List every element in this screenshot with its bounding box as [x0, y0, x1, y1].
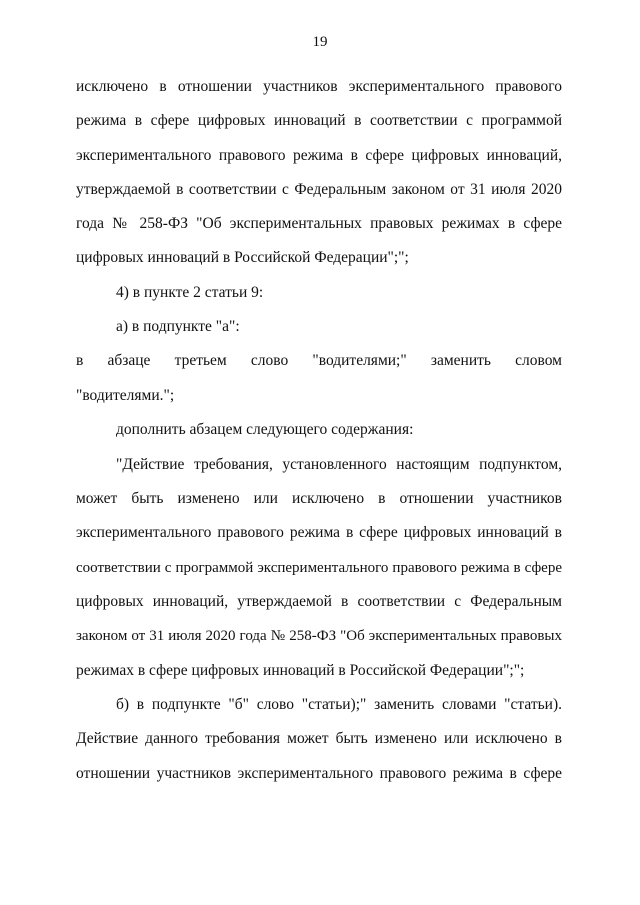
text-line: цифровых инноваций в Российской Федерации";"; — [76, 249, 409, 266]
text-line: экспериментального правового режима в сфере цифровых инноваций, — [76, 147, 562, 164]
text-line: дополнить абзацем следующего содержания: — [116, 421, 414, 438]
text-line: а) в подпункте "а": — [116, 318, 240, 335]
text-line: Действие данного требования может быть изменено или исключено в — [76, 730, 562, 747]
text-line: 4) в пункте 2 статьи 9: — [116, 284, 264, 301]
text-line: исключено в отношении участников экспериментального правового — [76, 78, 562, 95]
text-line: отношении участников экспериментального правового режима в сфере — [76, 765, 562, 782]
text-line: года № 258-ФЗ "Об экспериментальных правовых режимах в сфере — [76, 215, 562, 232]
text-line: соответствии с программой экспериментального правового режима в сфере — [76, 560, 562, 576]
page-number: 19 — [312, 34, 328, 50]
text-line: законом от 31 июля 2020 года № 258-ФЗ "Об экспериментальных правовых — [76, 628, 562, 644]
text-line: "водителями."; — [76, 387, 175, 404]
text-line: в абзаце третьем слово "водителями;" заменить словом — [76, 352, 562, 369]
text-line: экспериментального правового режима в сфере цифровых инноваций в — [76, 524, 562, 541]
text-line: может быть изменено или исключено в отношении участников — [76, 490, 562, 507]
text-line: утверждаемой в соответствии с Федеральным законом от 31 июля 2020 — [76, 181, 562, 198]
text-line: режима в сфере цифровых инноваций в соответствии с программой — [76, 112, 562, 129]
text-line: б) в подпункте "б" слово "статьи);" заменить словами "статьи). — [116, 696, 562, 713]
text-line: "Действие требования, установленного настоящим подпунктом, — [116, 456, 562, 473]
text-line: режимах в сфере цифровых инноваций в Российской Федерации";"; — [76, 662, 525, 679]
text-line: цифровых инноваций, утверждаемой в соответствии с Федеральным — [76, 593, 562, 610]
